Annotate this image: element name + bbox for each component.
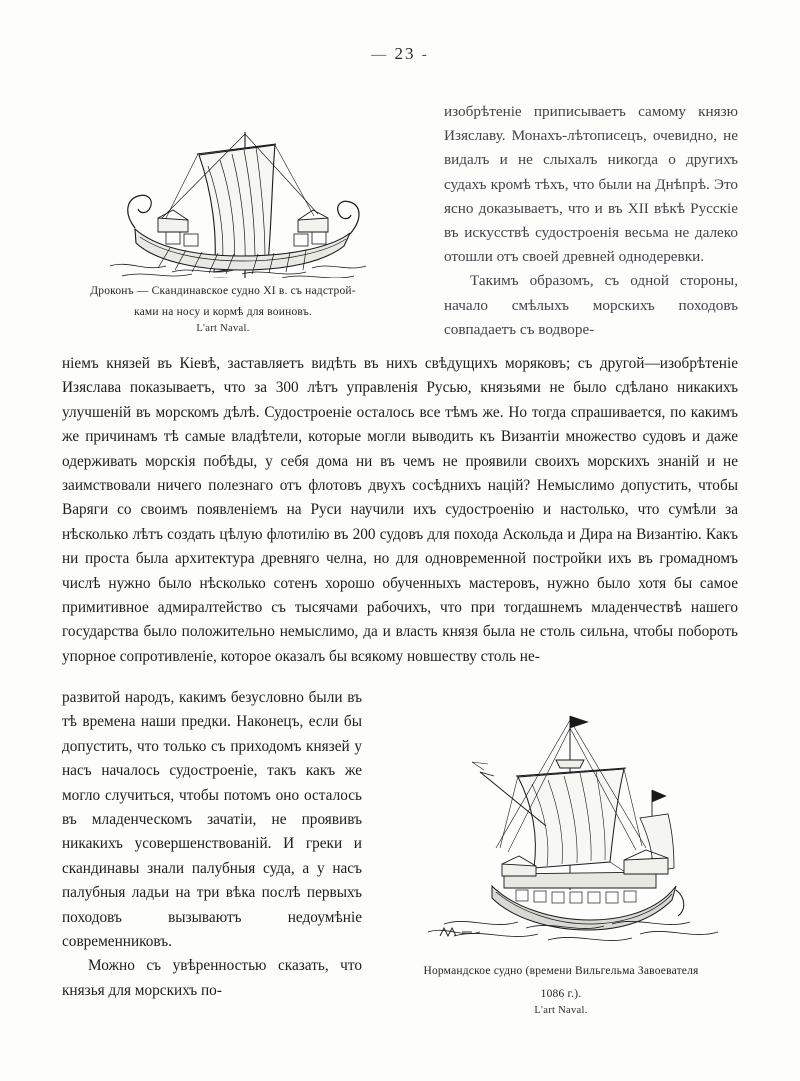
viking-longship-illustration xyxy=(62,96,384,278)
page-number-dash-left: — xyxy=(371,47,389,63)
right-column-text xyxy=(444,100,738,342)
main-body-paragraph: ніемъ князей въ Кіевѣ, заставляетъ видѣть въ нихъ свѣдущихъ моряковъ; съ другой—изобрѣтеніе Изяслава показываетъ, что за 300 лѣтъ управленія Русью, князьями не было сдѣлано никакихъ улучшеній въ морскомъ дѣлѣ. Судостроеніе осталось все тѣмъ же. Но тогда спрашивается, по какимъ же причинамъ тѣ самые владѣтели, которые могли выводить къ Византіи множество судовъ и даже одерживать морскія побѣды, у себя дома ни въ чемъ не проявили своихъ морскихъ знаній и не заимствовали ничего полезнаго отъ флотовъ двухъ сосѣднихъ націй? Немыслимо допустить, чтобы Варяги со своимъ появленіемъ на Руси научили ихъ судостроенію и настолько, что сумѣли за нѣсколько лѣтъ создать цѣлую флотилію въ 200 судовъ для похода Аскольда и Дира на Византію. Какъ ни проста была архитектура древняго челна, но для одновременной постройки ихъ въ громадномъ числѣ нужно было нѣсколько сотенъ хорошо обученныхъ мастеровъ, нужно было хотя бы самое примитивное адмиралтейство съ тысячами рабочихъ, что при тогдашнемъ младенчествѣ нашего государства было положительно немыслимо, да и власть князя была не столь сильна, чтобы побороть упорное сопротивленіе, которое оказалъ бы всякому новшеству столь не- xyxy=(62,355,738,665)
figure-drakkar-credit: L'art Naval. xyxy=(196,323,250,334)
lower-left-paragraph-1: развитой народъ, какимъ безусловно были въ тѣ времена наши предки. Наконецъ, если бы допустить, что только съ приходомъ князей у насъ началось судостроеніе, такъ какъ же могло случиться, чтобы потомъ оно осталось въ младенческомъ зачатіи, не проявивъ никакихъ усовершенствованій. И греки и скандинавы знали палубныя суда, а у насъ палубныя ладьи на три вѣка послѣ первыхъ походовъ вызываютъ недоумѣніе современниковъ. xyxy=(62,689,362,951)
figure-drakkar-caption-line2: ками на носу и кормѣ для воиновъ. xyxy=(134,306,312,318)
figure-drakkar xyxy=(62,96,384,334)
norman-ship-svg xyxy=(384,698,738,956)
page-number-value: 23 xyxy=(394,44,416,63)
lower-section xyxy=(62,686,738,1046)
figure-norman-ship-credit: L'art Naval. xyxy=(534,1005,588,1016)
lower-left-column-text xyxy=(62,686,362,1003)
right-column-paragraph-1: изобрѣтеніе приписываетъ самому князю Изяславу. Монахъ-лѣтописецъ, очевидно, не видалъ и не слыхалъ никогда о другихъ судахъ кромѣ тѣхъ, что были на Днѣпрѣ. Это ясно доказываетъ, что и въ XII вѣкѣ Русскіе въ искусствѣ судостроенія весьма не далеко отошли отъ своей древней однодеревки. xyxy=(444,103,738,266)
norman-sailing-ship-illustration xyxy=(384,698,738,956)
figure-drakkar-caption xyxy=(62,284,384,334)
lower-left-paragraph-2: Можно съ увѣренностью сказать, что князья для морскихъ по- xyxy=(62,957,362,999)
figure-norman-ship xyxy=(384,698,738,1016)
page-number-dash-right: - xyxy=(421,47,429,63)
figure-norman-ship-caption xyxy=(384,964,738,1016)
page-number xyxy=(0,44,800,64)
figure-norman-ship-caption-line2: 1086 г.). xyxy=(540,988,582,1000)
viking-longship-svg xyxy=(62,96,384,278)
right-column-paragraph-2: Такимъ образомъ, съ одной стороны, начало смѣлыхъ морскихъ походовъ совпадаетъ съ водворе- xyxy=(444,272,738,338)
top-section xyxy=(62,96,738,344)
main-body-text xyxy=(62,352,738,669)
figure-norman-ship-caption-line1: Нормандское судно (времени Вильгельма Завоевателя xyxy=(423,965,699,977)
figure-drakkar-caption-line1: Дроконъ — Скандинавское судно XI в. съ надстрой- xyxy=(90,285,356,297)
